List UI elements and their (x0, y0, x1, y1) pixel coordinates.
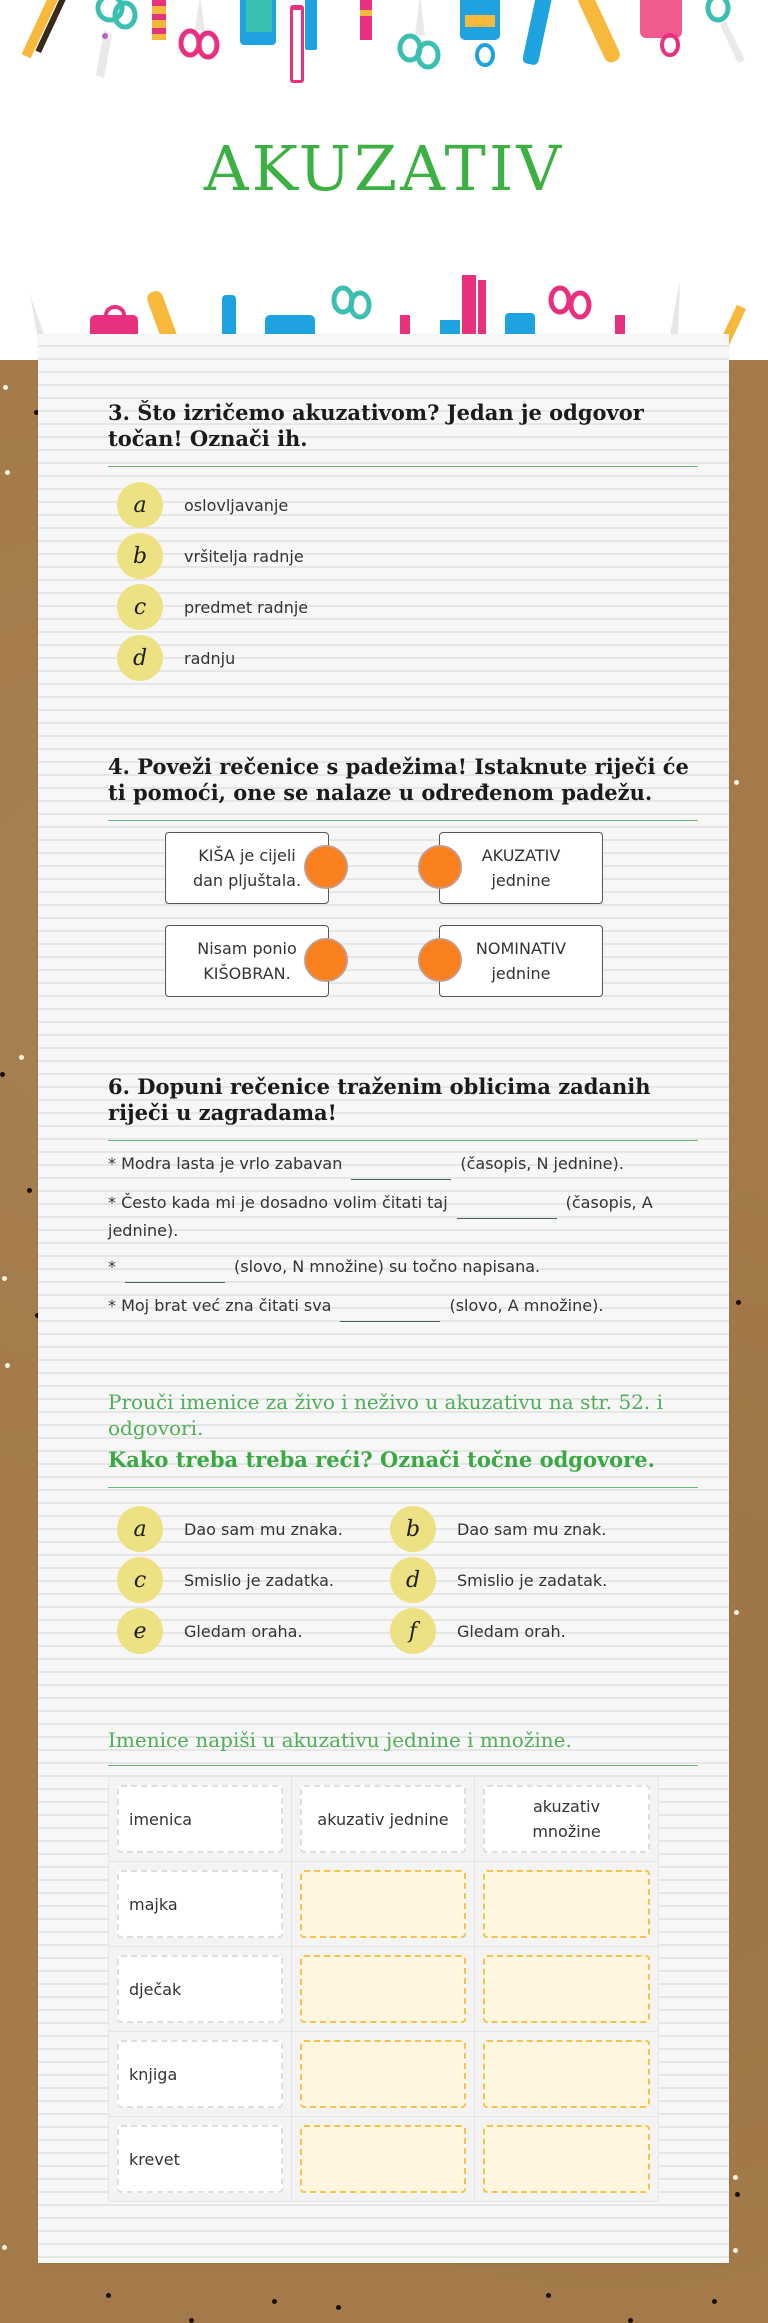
match-text: dan pljuštala. (192, 871, 302, 890)
option-letter-badge[interactable]: e (117, 1608, 163, 1654)
q3-option-c[interactable] (117, 584, 308, 630)
texture-dot (546, 2293, 551, 2298)
option-text: Smislio je zadatka. (184, 1570, 334, 1590)
texture-dot (189, 2318, 194, 2323)
fill-sentence-4 (108, 1294, 698, 1322)
acc-plural-input[interactable] (483, 1870, 650, 1938)
option-letter-badge[interactable]: c (117, 1557, 163, 1603)
match-text: jednine (491, 964, 551, 983)
match-text: jednine (491, 871, 551, 890)
texture-dot (5, 1363, 10, 1368)
q3-option-a[interactable] (117, 482, 288, 528)
q7-option-c[interactable] (117, 1557, 334, 1603)
fill-sentence-2 (108, 1191, 698, 1243)
q7-option-b[interactable] (390, 1506, 606, 1552)
match-right-item-2[interactable] (439, 925, 603, 997)
texture-dot (733, 2248, 738, 2253)
match-text: Nisam ponio (197, 939, 297, 958)
divider (108, 1487, 698, 1488)
sentence-text: (časopis, A jednine). (108, 1193, 653, 1240)
match-text: KIŠA je cijeli (198, 846, 296, 865)
question-8-instruction: Imenice napiši u akuzativu jednine i množine. (108, 1728, 572, 1752)
texture-dot (712, 2299, 717, 2304)
texture-dot (0, 1072, 5, 1077)
divider (108, 820, 698, 821)
acc-plural-input[interactable] (483, 2125, 650, 2193)
noun-cell: krevet (117, 2125, 283, 2193)
table-row (109, 2117, 658, 2201)
option-letter-badge[interactable]: d (117, 635, 163, 681)
table-row (109, 1947, 658, 2032)
question-4-title: 4. Poveži rečenice s padežima! Istaknute riječi će ti pomoći, one se nalaze u određenom padežu. (108, 754, 689, 805)
match-connector-dot[interactable] (418, 845, 462, 889)
question-7-title: Kako treba treba reći? Označi točne odgovore. (108, 1447, 655, 1472)
noun-cell: dječak (117, 1955, 283, 2023)
option-letter-badge[interactable]: d (390, 1557, 436, 1603)
sentence-text: * Moj brat već zna čitati sva (108, 1296, 332, 1315)
match-connector-dot[interactable] (418, 938, 462, 982)
divider (108, 1140, 698, 1141)
texture-dot (736, 1300, 741, 1305)
table-row (109, 2032, 658, 2117)
q3-option-b[interactable] (117, 533, 304, 579)
fill-sentence-1 (108, 1152, 698, 1180)
texture-dot (5, 470, 10, 475)
noun-cell: knjiga (117, 2040, 283, 2108)
noun-cell: majka (117, 1870, 283, 1938)
question-4 (108, 754, 698, 821)
question-6-title: 6. Dopuni rečenice traženim oblicima zadanih riječi u zagradama! (108, 1074, 651, 1125)
acc-plural-input[interactable] (483, 1955, 650, 2023)
acc-singular-input[interactable] (300, 1955, 466, 2023)
texture-dot (734, 780, 739, 785)
table-row (109, 1862, 658, 1947)
column-header: akuzativ množine (483, 1785, 650, 1853)
option-text: predmet radnje (184, 597, 309, 617)
option-letter-badge[interactable]: b (117, 533, 163, 579)
match-connector-dot[interactable] (304, 938, 348, 982)
texture-dot (2, 1276, 7, 1281)
texture-dot (19, 1055, 24, 1060)
option-letter-badge[interactable]: a (117, 482, 163, 528)
texture-dot (27, 1188, 32, 1193)
option-text: Gledam orah. (457, 1621, 566, 1641)
q7-option-d[interactable] (390, 1557, 607, 1603)
option-letter-badge[interactable]: b (390, 1506, 436, 1552)
option-letter-badge[interactable]: f (390, 1608, 436, 1654)
texture-dot (2, 2245, 7, 2250)
texture-dot (106, 2293, 111, 2298)
declension-table (108, 1776, 659, 2202)
match-text: AKUZATIV (481, 846, 561, 865)
option-text: oslovljavanje (184, 495, 289, 515)
option-letter-badge[interactable]: c (117, 584, 163, 630)
column-header: akuzativ jednine (300, 1785, 466, 1853)
texture-dot (734, 1610, 739, 1615)
blank-input[interactable] (457, 1201, 557, 1219)
option-text: radnju (184, 648, 236, 668)
question-3-title: 3. Što izričemo akuzativom? Jedan je odgovor točan! Označi ih. (108, 400, 644, 451)
school-supplies-top-decoration-icon (0, 0, 768, 95)
texture-dot (272, 2299, 277, 2304)
divider (108, 466, 698, 467)
acc-plural-input[interactable] (483, 2040, 650, 2108)
match-text: NOMINATIV (475, 939, 567, 958)
option-text: Dao sam mu znak. (457, 1519, 607, 1539)
q7-option-e[interactable] (117, 1608, 303, 1654)
texture-dot (628, 2318, 633, 2323)
question-7 (108, 1389, 698, 1488)
option-letter-badge[interactable]: a (117, 1506, 163, 1552)
question-6 (108, 1074, 698, 1315)
sentence-text: * Modra lasta je vrlo zabavan (108, 1154, 343, 1173)
page-title: AKUZATIV (203, 132, 565, 205)
header-banner (0, 0, 768, 360)
divider (108, 1765, 698, 1766)
blank-input[interactable] (351, 1162, 451, 1180)
blank-input[interactable] (125, 1265, 225, 1283)
sentence-text: (časopis, N jednine). (460, 1154, 624, 1173)
match-right-item-1[interactable] (439, 832, 603, 904)
sentence-text: * Često kada mi je dosadno volim čitati taj (108, 1193, 448, 1212)
option-text: vršitelja radnje (184, 546, 304, 566)
acc-singular-input[interactable] (300, 2040, 466, 2108)
texture-dot (733, 2175, 738, 2180)
texture-dot (735, 2192, 740, 2197)
worksheet-paper (38, 334, 729, 2263)
column-header: imenica (117, 1785, 283, 1853)
question-8 (108, 1727, 698, 1766)
question-3 (108, 400, 698, 467)
q7-option-f[interactable] (390, 1608, 566, 1654)
blank-input[interactable] (340, 1304, 440, 1322)
option-text: Smislio je zadatak. (457, 1570, 608, 1590)
fill-sentence-3 (108, 1255, 698, 1283)
table-header-row (109, 1777, 658, 1862)
option-text: Dao sam mu znaka. (184, 1519, 343, 1539)
acc-singular-input[interactable] (300, 2125, 466, 2193)
sentence-text: * (108, 1257, 116, 1276)
question-7-instruction: Prouči imenice za živo i neživo u akuzativu na str. 52. i odgovori. (108, 1390, 664, 1440)
sentence-text: (slovo, N množine) su točno napisana. (234, 1257, 541, 1276)
acc-singular-input[interactable] (300, 1870, 466, 1938)
match-text: KIŠOBRAN. (203, 964, 291, 983)
texture-dot (3, 385, 8, 390)
match-connector-dot[interactable] (304, 845, 348, 889)
sentence-text: (slovo, A množine). (449, 1296, 604, 1315)
texture-dot (336, 2305, 341, 2310)
q3-option-d[interactable] (117, 635, 235, 681)
q7-option-a[interactable] (117, 1506, 343, 1552)
option-text: Gledam oraha. (184, 1621, 303, 1641)
